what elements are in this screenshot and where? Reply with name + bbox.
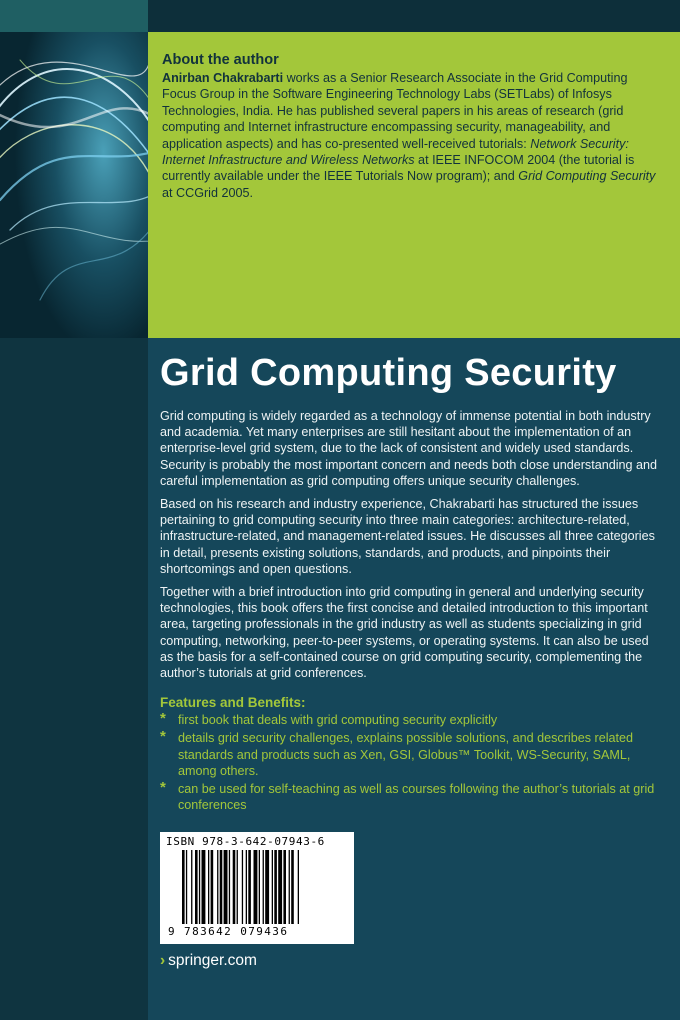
- feature-text: first book that deals with grid computing security explicitly: [178, 713, 498, 728]
- star-bullet-icon: *: [160, 728, 166, 746]
- description-paragraph-2: Based on his research and industry experience, Chakrabarti has structured the issues pertaining to grid computing security into three main categories: architecture-related, infrastructure-related, and management-related issues. He discusses all three categories in detail, presents existing solutions, standards, and products, and pinpoints their shortcomings and open questions.: [160, 497, 655, 576]
- description-paragraph-1: Grid computing is widely regarded as a technology of immense potential in both industry and academia. Yet many enterprises are still hesitant about the implementation of an enterprise-level grid system, due to the lack of consistent and widely used standards. Security is probably the most important concern and needs both close understanding and careful implementation as grid computing offers unique security challenges.: [160, 409, 658, 488]
- chevron-right-icon: ›: [160, 952, 166, 969]
- author-bio: [162, 70, 662, 201]
- feature-text: details grid security challenges, explains possible solutions, and describes related standards and products such as Xen, GSI, Globus™ Toolkit, WS-Security, SAML, among others.: [178, 731, 634, 778]
- about-author-panel: [148, 32, 680, 338]
- barcode-bars: [182, 850, 332, 924]
- tutorial-title-2: Grid Computing Security: [518, 169, 656, 184]
- author-bio-part1: works as a Senior Research Associate in the Grid Computing Focus Group in the Software Engineering Technology Labs (SETLabs) of Infosys Technologies, India. He has published several papers in his areas of research (grid computing and Internet infrastructure encompassing security, manageability, and application aspects) and has co-presented well-received tutorials:: [162, 71, 628, 151]
- publisher-url: springer.com: [168, 952, 257, 969]
- feature-text: can be used for self-teaching as well as courses following the author’s tutorials at grid conferences: [178, 782, 655, 813]
- feature-item: [160, 781, 664, 813]
- book-title: Grid Computing Security: [160, 352, 617, 394]
- description-paragraph-3: Together with a brief introduction into grid computing in general and underlying security technologies, this book offers the first concise and detailed introduction to this important area, targeting professionals in the grid industry as well as students specializing in grid computing, networking, peer-to-peer systems, or operating systems. It can also be used as the basis for a self-contained course on grid computing security, complementing the author’s tutorials at grid conferences.: [160, 585, 649, 681]
- features-heading: Features and Benefits:: [160, 695, 306, 711]
- author-bio-part3: at CCGrid 2005.: [162, 185, 253, 200]
- author-heading: About the author: [162, 52, 279, 68]
- book-description: [148, 338, 680, 1020]
- top-band: [148, 0, 680, 32]
- author-name: Anirban Chakrabarti: [162, 71, 284, 85]
- isbn-label: ISBN 978-3-642-07943-6: [166, 835, 325, 848]
- photo-header-band: [0, 0, 148, 32]
- cover-photo-light-trails: [0, 0, 148, 338]
- author-bio-part2: at IEEE INFOCOM 2004 (the tutorial is currently available under the IEEE Tutorials Now program); and: [162, 153, 635, 184]
- publisher-link[interactable]: [160, 952, 257, 970]
- feature-item: [160, 712, 664, 728]
- barcode-digits: 9 783642 079436: [168, 925, 289, 938]
- star-bullet-icon: *: [160, 710, 166, 728]
- star-bullet-icon: *: [160, 779, 166, 797]
- features-list: [160, 712, 664, 813]
- feature-item: [160, 730, 664, 779]
- isbn-barcode: [160, 832, 354, 944]
- tutorial-title-1: Network Security: Internet Infrastructure and Wireless Networks: [162, 136, 629, 168]
